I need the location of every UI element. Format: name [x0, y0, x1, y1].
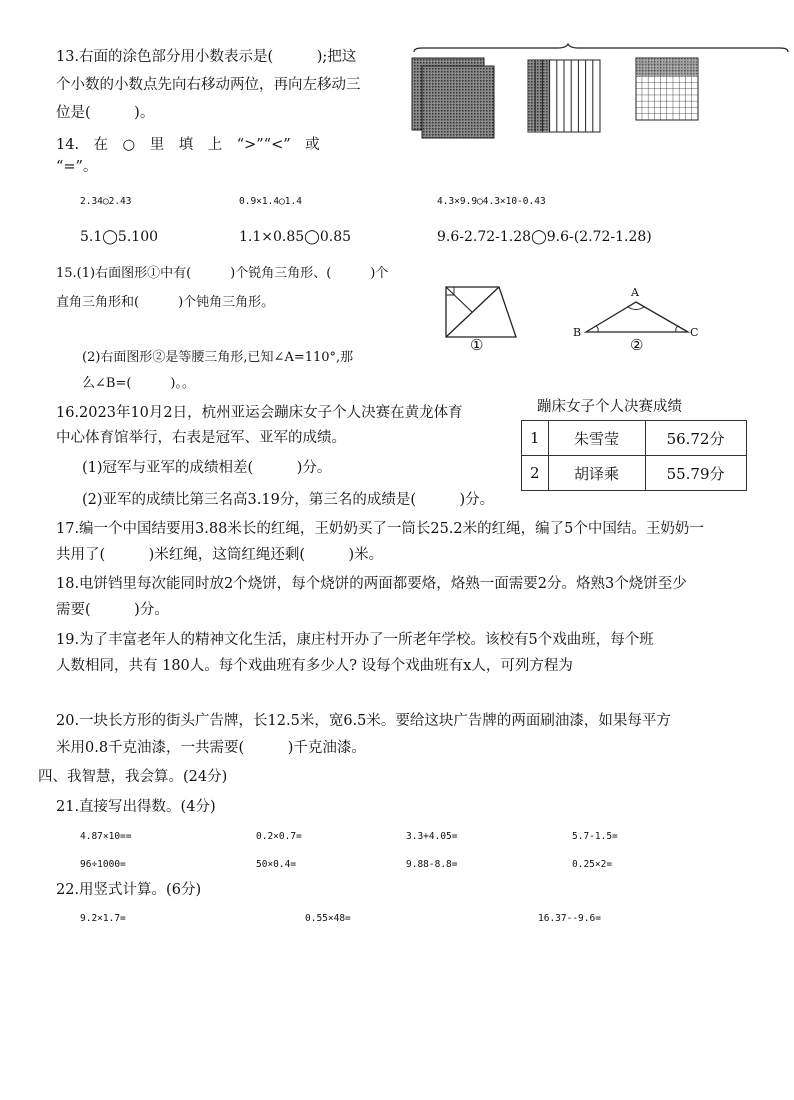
q15-figure-1-label: ①: [470, 336, 484, 354]
score-table: [521, 420, 747, 491]
q14-small-2: 0.9×1.4◯1.4: [239, 196, 302, 207]
table-row: [522, 421, 747, 456]
q14-small-1: 2.34◯2.43: [80, 196, 132, 207]
name-cell: 胡译乘: [548, 456, 645, 491]
q21-item: 5.7-1.5=: [572, 831, 618, 842]
q15-vertex-c: C: [690, 326, 699, 339]
q14-small-3: 4.3×9.9◯4.3×10-0.43: [437, 196, 546, 207]
q16-line4: (2)亚军的成绩比第三名高3.19分，第三名的成绩是( )分。: [82, 492, 495, 508]
q17-line1: 17.编一个中国结要用3.88米长的红绳，王奶奶买了一筒长25.2米的红绳，编了5个中国结。王奶奶一: [56, 521, 704, 537]
q13-line1: 13.右面的涂色部分用小数表示是( );把这: [56, 49, 357, 65]
q21-title: 21.直接写出得数。(4分): [56, 799, 216, 815]
q14-big-2: 1.1×0.85◯0.85: [239, 229, 352, 245]
q13-line2: 个小数的小数点先向右移动两位，再向左移动三: [56, 77, 361, 93]
q21-item: 50×0.4=: [256, 859, 297, 870]
q22-title: 22.用竖式计算。(6分): [56, 882, 202, 898]
q15-line1: 15.(1)右面图形①中有( )个锐角三角形、( )个: [56, 266, 389, 281]
q13-decimal-figure: [408, 44, 788, 154]
score-table-title: 蹦床女子个人决赛成绩: [537, 399, 682, 415]
q19-line1: 19.为了丰富老年人的精神文化生活，康庄村开办了一所老年学校。该校有5个戏曲班，每个班: [56, 632, 654, 648]
q21-item: 0.2×0.7=: [256, 831, 302, 842]
q21-item: 96÷1000=: [80, 859, 126, 870]
q15-figure-2-label: ②: [630, 336, 644, 354]
q21-item: 4.87×10==: [80, 831, 132, 842]
q15-vertex-a: A: [631, 286, 639, 299]
section-4-heading: 四、我智慧，我会算。(24分): [38, 769, 228, 785]
rank-cell: 1: [522, 421, 549, 456]
q18-line1: 18.电饼铛里每次能同时放2个烧饼，每个烧饼的两面都要烙，烙熟一面需要2分。烙熟3个烧饼至少: [56, 576, 687, 592]
q18-line2: 需要( )分。: [56, 602, 169, 618]
q13-line3: 位是( )。: [56, 105, 155, 121]
name-cell: 朱雪莹: [548, 421, 645, 456]
q21-item: 3.3+4.05=: [406, 831, 458, 842]
q16-line1: 16.2023年10月2日，杭州亚运会蹦床女子个人决赛在黄龙体育: [56, 405, 463, 421]
q15-vertex-b: B: [573, 326, 582, 339]
q19-line2: 人数相同，共有 180人。每个戏曲班有多少人? 设每个戏曲班有x人，可列方程为: [56, 658, 573, 674]
q21-item: 9.88-8.8=: [406, 859, 458, 870]
table-row: [522, 456, 747, 491]
q22-item: 16.37--9.6=: [538, 913, 601, 924]
q17-line2: 共用了( )米红绳，这筒红绳还剩( )米。: [56, 547, 384, 563]
rank-cell: 2: [522, 456, 549, 491]
q14-line2: “=”。: [56, 159, 98, 175]
q22-item: 9.2×1.7=: [80, 913, 126, 924]
q15-figure-1: [444, 285, 524, 355]
q16-line3: (1)冠军与亚军的成绩相差( )分。: [82, 460, 332, 476]
q14-line1: 14. 在 ○ 里 填 上 “>”“<” 或: [56, 137, 320, 153]
q20-line1: 20.一块长方形的街头广告牌，长12.5米，宽6.5米。要给这块广告牌的两面刷油漆，如果每平方: [56, 713, 671, 729]
q21-item: 0.25×2=: [572, 859, 613, 870]
q16-line2: 中心体育馆举行，右表是冠军、亚军的成绩。: [56, 430, 346, 446]
score-cell: 56.72分: [645, 421, 746, 456]
q15-line2: 直角三角形和( )个钝角三角形。: [56, 295, 275, 310]
q14-big-1: 5.1◯5.100: [80, 229, 159, 245]
q15-line4: 么∠B=( )。。: [82, 376, 195, 391]
q15-line3: (2)右面图形②是等腰三角形,已知∠A=110°,那: [82, 350, 354, 365]
q22-item: 0.55×48=: [305, 913, 351, 924]
score-cell: 55.79分: [645, 456, 746, 491]
q14-big-3: 9.6-2.72-1.28◯9.6-(2.72-1.28): [437, 229, 652, 245]
q20-line2: 米用0.8千克油漆，一共需要( )千克油漆。: [56, 740, 366, 756]
q15-figure-2: [582, 300, 692, 340]
